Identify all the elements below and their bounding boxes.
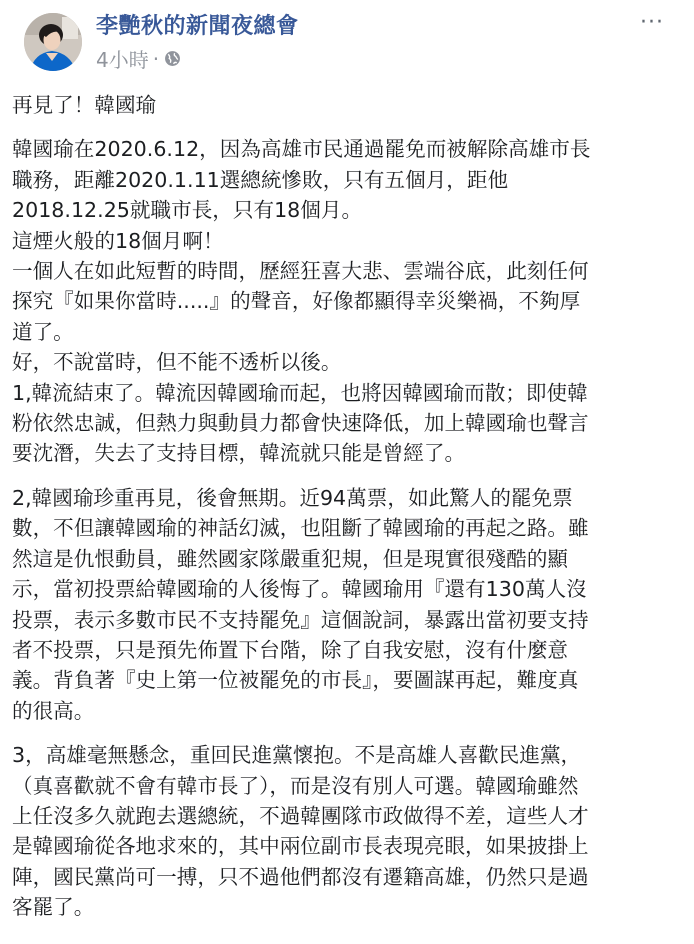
globe-icon[interactable] [164,50,181,67]
paragraph-line: 義。背負著『史上第一位被罷免的市長』，要圖謀再起，難度真 [12,668,579,693]
paragraph-line: 的很高。 [12,698,95,723]
paragraph-line: 2,韓國瑜珍重再見，後會無期。近94萬票，如此驚人的罷免票 [12,485,573,510]
post-meta [96,44,181,73]
paragraph-line: 3，高雄毫無懸念，重回民進黨懷抱。不是高雄人喜歡民進黨， [12,743,582,768]
paragraph-line: 道了。 [12,319,74,344]
post-paragraph [12,483,688,726]
meta-separator: · [152,46,160,71]
post-header [12,0,682,78]
paragraph-line: 者不投票，只是預先佈置下台階，除了自我安慰，沒有什麼意 [12,637,569,662]
paragraph-line: 一個人在如此短暫的時間，歷經狂喜大悲、雲端谷底，此刻任何 [12,259,589,284]
paragraph-line: 粉依然忠誠，但熱力與動員力都會快速降低，加上韓國瑜也聲言 [12,411,589,436]
paragraph-line: 然這是仇恨動員，雖然國家隊嚴重犯規，但是現實很殘酷的顯 [12,546,569,571]
paragraph-line: 要沈潛，失去了支持目標，韓流就只能是曾經了。 [12,441,466,466]
paragraph-line: 客罷了。 [12,895,95,920]
post-paragraph [12,740,688,922]
avatar[interactable] [24,13,82,71]
paragraph-line: 韓國瑜在2020.6.12，因為高雄市民通過罷免而被解除高雄市長 [12,137,591,162]
post-body [12,90,688,937]
paragraph-line: 探究『如果你當時.....』的聲音，好像都顯得幸災樂禍，不夠厚 [12,289,581,314]
post-timestamp[interactable]: 4小時 [96,48,149,72]
avatar-photo-icon [24,13,82,71]
post-paragraph [12,134,688,468]
paragraph-line: 再見了！韓國瑜 [12,93,157,117]
paragraph-line: 職務，距離2020.1.11選總統慘敗，只有五個月，距他 [12,167,509,192]
paragraph-line: 這煙火般的18個月啊！ [12,228,224,253]
paragraph-line: 是韓國瑜從各地求來的，其中兩位副市長表現亮眼，如果披掛上 [12,834,589,859]
paragraph-line: 示，當初投票給韓國瑜的人後悔了。韓國瑜用『還有130萬人沒 [12,577,587,602]
paragraph-line: 1,韓流結束了。韓流因韓國瑜而起，也將因韓國瑜而散；即使韓 [12,380,588,405]
page-name-link[interactable]: 李艷秋的新聞夜總會 [96,14,299,39]
paragraph-line: 2018.12.25就職市長，只有18個月。 [12,198,363,223]
more-options-button[interactable]: ··· [640,10,664,35]
paragraph-line: 上任沒多久就跑去選總統，不過韓團隊市政做得不差，這些人才 [12,803,589,828]
paragraph-line: 好，不說當時，但不能不透析以後。 [12,350,342,375]
post-paragraph [12,90,688,120]
paragraph-line: 陣，國民黨尚可一搏，只不過他們都沒有遷籍高雄，仍然只是過 [12,864,589,889]
paragraph-line: 投票，表示多數市民不支持罷免』這個說詞，暴露出當初要支持 [12,607,589,632]
paragraph-line: 數，不但讓韓國瑜的神話幻滅，也阻斷了韓國瑜的再起之路。雖 [12,516,589,541]
paragraph-line: （真喜歡就不會有韓市長了），而是沒有別人可選。韓國瑜雖然 [12,773,579,798]
